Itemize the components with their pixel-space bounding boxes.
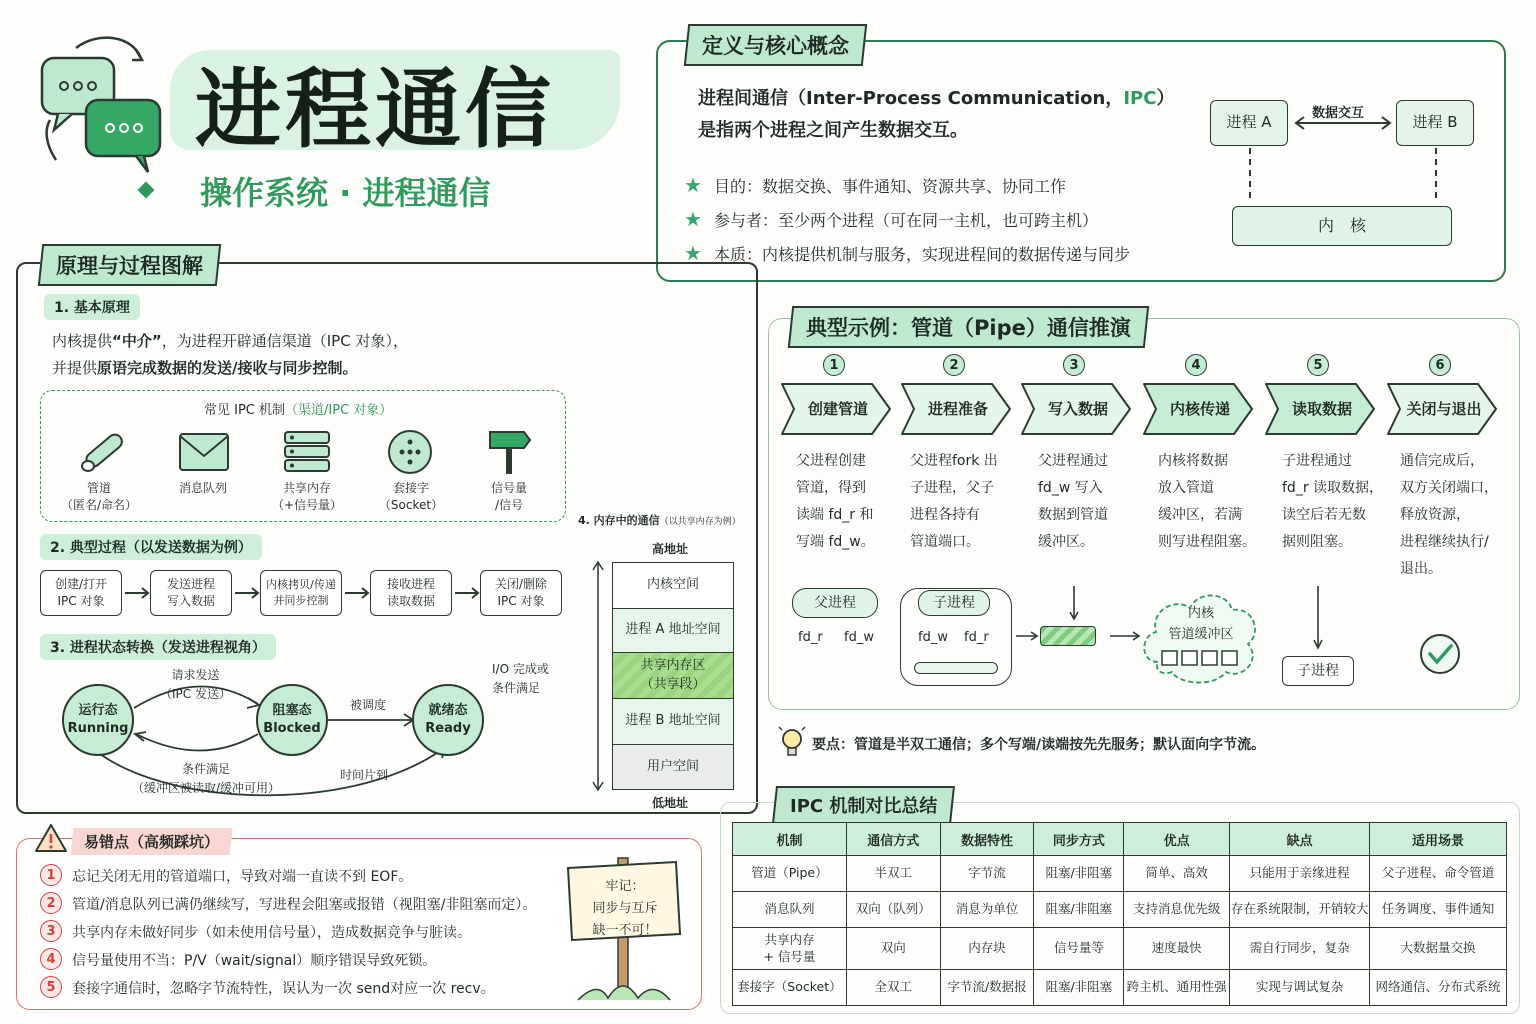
comparison-cell: 半双工	[846, 856, 940, 892]
pipe-step-arrow	[900, 382, 1012, 434]
star-icon: ★	[684, 241, 702, 265]
comparison-header-cell: 缺点	[1230, 823, 1370, 856]
memory-region-kernel: 内核空间	[613, 563, 733, 609]
parent-process: 父进程	[792, 588, 878, 618]
comparison-cell: 字节流	[940, 856, 1034, 892]
comparison-cell: 内存块	[940, 928, 1034, 970]
pitfall-number: 1	[40, 864, 62, 886]
mechanism-label-pipe: 管道 （匿名/命名）	[60, 481, 138, 513]
memory-region-proc-a: 进程 A 地址空间	[613, 609, 733, 653]
comparison-title: IPC 机制对比总结	[772, 786, 955, 824]
pipe-step-label: 内核传递	[1169, 399, 1230, 418]
pipe-step-number: 5	[1307, 354, 1329, 376]
comparison-row	[733, 928, 1507, 970]
chat-bubbles-icon	[36, 30, 166, 180]
comparison-cell: 双向	[846, 928, 940, 970]
comparison-cell: 速度最快	[1124, 928, 1230, 970]
comparison-header-cell: 机制	[733, 823, 847, 856]
process-step-4: 接收进程 读取数据	[370, 570, 452, 616]
comparison-cell: 信号量等	[1034, 928, 1124, 970]
states-tag: 3. 进程状态转换（发送进程视角）	[40, 634, 276, 660]
memory-low: 低地址	[652, 796, 689, 810]
pipe-step-label: 关闭与退出	[1406, 399, 1482, 418]
principle-title: 原理与过程图解	[38, 244, 221, 286]
comparison-header-cell: 数据特性	[940, 823, 1034, 856]
pipe-step-arrow	[780, 382, 892, 434]
memory-axis	[590, 560, 606, 792]
basic-line2: 并提供原语完成数据的发送/接收与同步控制。	[52, 359, 358, 377]
child-process-reader: 子进程	[1282, 656, 1354, 686]
comparison-cell: 消息为单位	[940, 892, 1034, 928]
comparison-cell: 任务调度、事件通知	[1370, 892, 1507, 928]
pipe-step-label: 写入数据	[1047, 399, 1108, 418]
comparison-cell: 只能用于亲缘进程	[1230, 856, 1370, 892]
comparison-table	[732, 822, 1507, 1006]
comparison-header-cell: 同步方式	[1034, 823, 1124, 856]
pipe-key-point: 要点：管道是半双工通信；多个写端/读端按先先服务；默认面向字节流。	[812, 737, 1266, 753]
parent-fd-r: fd_r	[798, 630, 823, 645]
comparison-cell: 简单、高效	[1124, 856, 1230, 892]
comparison-cell: 阻塞/非阻塞	[1034, 856, 1124, 892]
child-fd-r: fd_r	[964, 630, 989, 645]
child-fd-w: fd_w	[918, 630, 948, 645]
comparison-cell: 共享内存 + 信号量	[733, 928, 847, 970]
state-blocked: 阻塞态 Blocked	[256, 684, 328, 756]
pipe-step-number: 3	[1063, 354, 1085, 376]
definition-line2: 是指两个进程之间产生数据交互。	[698, 120, 968, 141]
exchange-label: 数据交互	[1312, 106, 1365, 121]
pitfall-number: 3	[40, 920, 62, 942]
mechanism-label-queue: 消息队列	[178, 481, 227, 495]
comparison-cell: 阻塞/非阻塞	[1034, 970, 1124, 1006]
pipe-step-number: 6	[1429, 354, 1451, 376]
process-tag: 2. 典型过程（以发送数据为例）	[40, 534, 262, 560]
basic-line1: 内核提供“中介”，为进程开辟通信渠道（IPC 对象），	[52, 332, 408, 350]
pitfall-text: 忘记关闭无用的管道端口，导致对端一直读不到 EOF。	[72, 869, 413, 885]
pipe-step-number: 4	[1185, 354, 1207, 376]
comparison-cell: 需自行同步，复杂	[1230, 928, 1370, 970]
comparison-cell: 消息队列	[733, 892, 847, 928]
pitfall-number: 4	[40, 948, 62, 970]
memory-region-user: 用户空间	[613, 745, 733, 789]
pitfall-text: 共享内存未做好同步（如未使用信号量），造成数据竞争与脏读。	[72, 925, 471, 941]
process-step-2: 发送进程 写入数据	[150, 570, 232, 616]
comparison-header-cell: 通信方式	[846, 823, 940, 856]
mechanisms-title: 常见 IPC 机制（渠道/IPC 对象）	[204, 403, 393, 418]
socket-icon	[386, 428, 434, 476]
label-scheduled: 被调度	[350, 698, 387, 712]
comparison-header-cell: 适用场景	[1370, 823, 1507, 856]
pipe-step-label: 创建管道	[807, 399, 868, 418]
process-a-box: 进程 A	[1210, 100, 1288, 146]
pitfall-text: 信号量使用不当：P/V（wait/signal）顺序错误导致死锁。	[72, 953, 437, 969]
pipe-step-arrow	[1264, 382, 1376, 434]
pipe-icon	[76, 428, 128, 476]
star-icon: ★	[684, 173, 702, 197]
mechanism-label-socket: 套接字 （Socket）	[378, 481, 444, 513]
warning-icon	[34, 822, 68, 854]
pipe-step-arrow	[1386, 382, 1498, 434]
label-time-slice: 时间片到	[340, 768, 389, 782]
pipe-step-arrow	[1142, 382, 1254, 434]
buffer-slots	[1160, 650, 1242, 666]
pipe-step-description: 父进程fork 出 子进程，父子 进程各持有 管道端口。	[910, 453, 998, 550]
signpost-icon	[486, 428, 532, 476]
mechanism-label-signal: 信号量 /信号	[490, 481, 527, 513]
pitfalls-title: 易错点（高频踩坑）	[71, 828, 233, 855]
pipe-step-label: 进程准备	[927, 399, 988, 418]
process-arrows	[122, 584, 482, 602]
comparison-cell: 全双工	[846, 970, 940, 1006]
pipe-buffer-write	[1040, 626, 1096, 646]
page-subtitle: 操作系统 · 进程通信	[200, 174, 491, 212]
pipe-step-number: 1	[823, 354, 845, 376]
pitfall-text: 套接字通信时，忽略字节流特性，误认为一次 send对应一次 recv。	[72, 981, 495, 997]
kernel-dashed-links	[1240, 146, 1450, 208]
check-icon	[1418, 632, 1462, 676]
shared-memory-icon	[282, 430, 332, 474]
pipe-step-description: 内核将数据 放入管道 缓冲区，若满 则写进程阻塞。	[1158, 453, 1256, 550]
comparison-cell: 大数据量交换	[1370, 928, 1507, 970]
pipe-step-description: 父进程通过 fd_w 写入 数据到管道 缓冲区。	[1038, 453, 1108, 550]
pipe-step-arrow	[1020, 382, 1132, 434]
diamond-icon	[138, 182, 155, 199]
page-title: 进程通信	[195, 60, 555, 160]
pipe-bar	[914, 662, 998, 674]
comparison-cell: 跨主机、通用性强	[1124, 970, 1230, 1006]
definition-line1: 进程间通信（Inter-Process Communication，IPC）	[698, 88, 1175, 109]
read-arrow	[1312, 584, 1324, 654]
comparison-row	[733, 970, 1507, 1006]
pipe-step-description: 子进程通过 fd_r 读取数据， 读空后若无数 据则阻塞。	[1282, 453, 1384, 550]
process-step-5: 关闭/删除 IPC 对象	[480, 570, 562, 616]
comparison-cell: 双向（队列）	[846, 892, 940, 928]
process-step-3: 内核拷贝/传递 并同步控制	[260, 570, 342, 616]
pipe-step-description: 父进程创建 管道，得到 读端 fd_r 和 写端 fd_w。	[796, 453, 875, 550]
star-icon: ★	[684, 207, 702, 231]
comparison-cell: 网络通信、分布式系统	[1370, 970, 1507, 1006]
memory-region-proc-b: 进程 B 地址空间	[613, 699, 733, 745]
memory-high: 高地址	[652, 542, 689, 556]
pipe-example-title: 典型示例：管道（Pipe）通信推演	[788, 306, 1149, 348]
memory-stack	[612, 562, 734, 790]
mechanism-label-shm: 共享内存 （+信号量）	[271, 481, 343, 513]
comparison-cell: 父子进程、命令管道	[1370, 856, 1507, 892]
state-ready: 就绪态 Ready	[412, 684, 484, 756]
comparison-cell: 管道（Pipe）	[733, 856, 847, 892]
basic-principle-tag: 1. 基本原理	[44, 294, 140, 320]
pipe-step-label: 读取数据	[1291, 399, 1352, 418]
comparison-row	[733, 892, 1507, 928]
memory-region-shared: 共享内存区 （共享段）	[613, 653, 733, 699]
envelope-icon	[178, 432, 230, 472]
comparison-header-cell: 优点	[1124, 823, 1230, 856]
kernel-buffer-label: 内核 管道缓冲区	[1168, 606, 1234, 642]
process-step-1: 创建/打开 IPC 对象	[40, 570, 122, 616]
comparison-row	[733, 856, 1507, 892]
comparison-cell: 字节流/数据报	[940, 970, 1034, 1006]
sign-text: 牢记： 同步与互斥 缺一不可！	[592, 879, 658, 939]
state-running: 运行态 Running	[62, 684, 134, 756]
comparison-cell: 实现与调试复杂	[1230, 970, 1370, 1006]
label-io-done: I/O 完成或 条件满足	[492, 662, 549, 695]
pipe-step-description: 通信完成后， 双方关闭端口， 释放资源， 进程继续执行/ 退出。	[1400, 453, 1498, 577]
kernel-box: 内 核	[1232, 206, 1452, 246]
comparison-cell: 阻塞/非阻塞	[1034, 892, 1124, 928]
comparison-cell: 套接字（Socket）	[733, 970, 847, 1006]
parent-fd-w: fd_w	[844, 630, 874, 645]
lightbulb-icon	[778, 726, 806, 762]
comparison-cell: 存在系统限制，开销较大	[1230, 892, 1370, 928]
pipe-step-number: 2	[943, 354, 965, 376]
pitfall-number: 5	[40, 976, 62, 998]
definition-points: ★ 目的： 数据交换、事件通知、资源共享、协同工作 ★ 参与者： 至少两个进程（可在同一主机，也可跨主机） ★ 本质： 内核提供机制与服务，实现进程间的数据传递与同步	[684, 173, 1131, 265]
process-b-box: 进程 B	[1396, 100, 1474, 146]
child-process: 子进程	[918, 590, 990, 616]
comparison-cell: 支持消息优先级	[1124, 892, 1230, 928]
pitfall-number: 2	[40, 892, 62, 914]
label-condition: 条件满足 （缓冲区被读取/缓冲可用）	[132, 762, 281, 795]
label-request-send: 请求发送 （IPC 发送）	[160, 668, 231, 701]
definition-title: 定义与核心概念	[684, 24, 867, 66]
pitfall-text: 管道/消息队列已满仍继续写，写进程会阻塞或报错（视阻塞/非阻塞而定）。	[72, 897, 537, 913]
memory-tag: 4. 内存中的通信（以共享内存为例）	[578, 514, 741, 527]
